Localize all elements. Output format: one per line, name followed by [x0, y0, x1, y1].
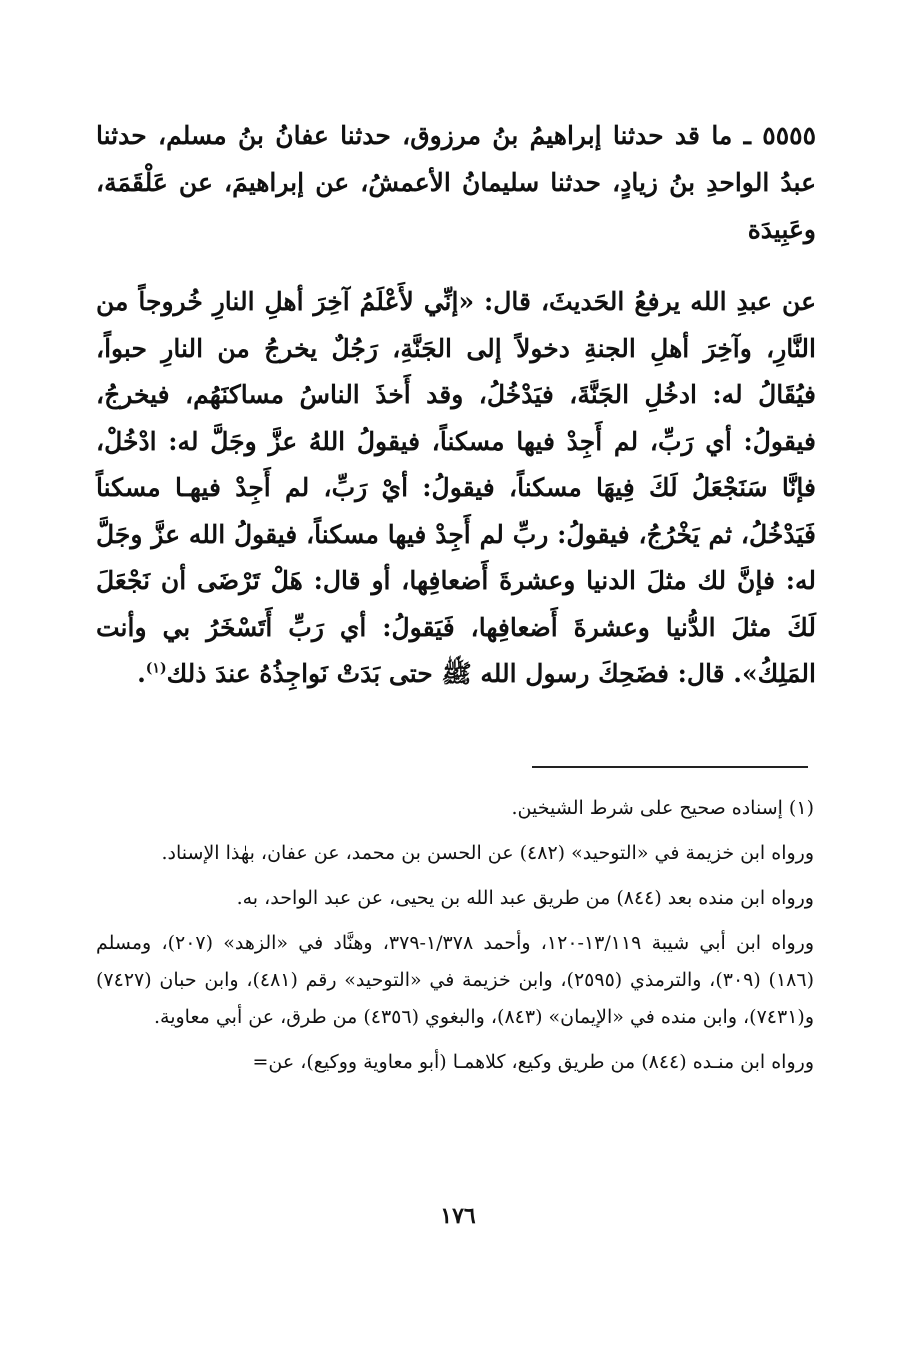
footnote-paragraph: ورواه ابن منـده (٨٤٤) من طريق وكيع، كلاهمـا (أبو معاوية ووكيع)، عن=	[252, 1051, 814, 1073]
footnote-paragraph: ورواه ابن أبي شيبة ١٣/١١٩-١٢٠، وأحمد ١/٣٧٨-٣٧٩، وهنَّاد في «الزهد» (٢٠٧)، ومسلم (١٨٦) (٣٠٩)، والترمذي (٢٥٩٥)، وابن خزيمة في «التوحيد» رقم (٤٨١)، وابن حبان (٧٤٢٧) و(٧٤٣١)، وابن منده في «الإيمان» (٨٤٣)، والبغوي (٤٣٥٦) من طرق، عن أبي معاوية.	[96, 932, 814, 1028]
footnote-paragraph: ورواه ابن خزيمة في «التوحيد» (٤٨٢) عن الحسن بن محمد، عن عفان، بهٰذا الإسناد.	[161, 842, 814, 864]
hadith-matn-text: عن عبدِ الله يرفعُ الحَديثَ، قال: «إنِّي لأَعْلَمُ آخِرَ أهلِ النارِ خُروجاً من النَّارِ، وآخِرَ أهلِ الجنةِ دخولاً إلى الجَنَّةِ، رَجُلٌ يخرجُ من النارِ حبواً، فيُقَالُ له: ادخُلِ الجَنَّةَ، فيَدْخُلُ، وقد أَخذَ الناسُ مساكنَهُم، فيخرجُ، فيقولُ: أي رَبِّ، لم أَجِدْ فيها مسكناً، فيقولُ اللهُ عزَّ وجَلَّ له: ادْخُلْ، فإنَّا سَنَجْعَلُ لَكَ فِيهَا مسكناً، فيقولُ: أيْ رَبِّ، لم أَجِدْ فيهـا مسكناً فَيَدْخُلُ، ثم يَخْرُجُ، فيقولُ: ربِّ لم أَجِدْ فيها مسكناً، فيقولُ الله عزَّ وجَلَّ له: فإنَّ لك مثلَ الدنيا وعشرةَ أَضعافِها، أو قال: هَلْ تَرْضَى أن نَجْعَلَ لَكَ مثلَ الدُّنيا وعشرةَ أَضعافِها، فَيَقولُ: أي رَبِّ أَتَسْخَرُ بي وأنت المَلِكُ». قال: فضَحِكَ رسول الله ﷺ حتى بَدَتْ نَواجِذُهُ عندَ ذلك	[96, 287, 817, 688]
hadith-isnad: ٥٥٥٥ ـ ما قد حدثنا إبراهيمُ بنُ مرزوق، حدثنا عفانُ بنُ مسلم، حدثنا عبدُ الواحدِ بنُ زيادٍ، حدثنا سليمانُ الأعمشُ، عن إبراهيمَ، عن عَلْقَمَة، وعَبِيدَة	[96, 121, 816, 244]
footnote-separator	[532, 766, 808, 768]
hadith-end-mark: .	[137, 659, 146, 688]
hadith-matn	[96, 279, 816, 698]
footnote-paragraph: ورواه ابن منده بعد (٨٤٤) من طريق عبد الله بن يحيى، عن عبد الواحد، به.	[236, 887, 814, 909]
page-number: ١٧٦	[440, 1203, 476, 1229]
footnote-reference[interactable]: (١)	[145, 660, 167, 677]
footnotes	[96, 790, 814, 1089]
footnote-paragraph: (١) إسناده صحيح على شرط الشيخين.	[511, 797, 814, 819]
